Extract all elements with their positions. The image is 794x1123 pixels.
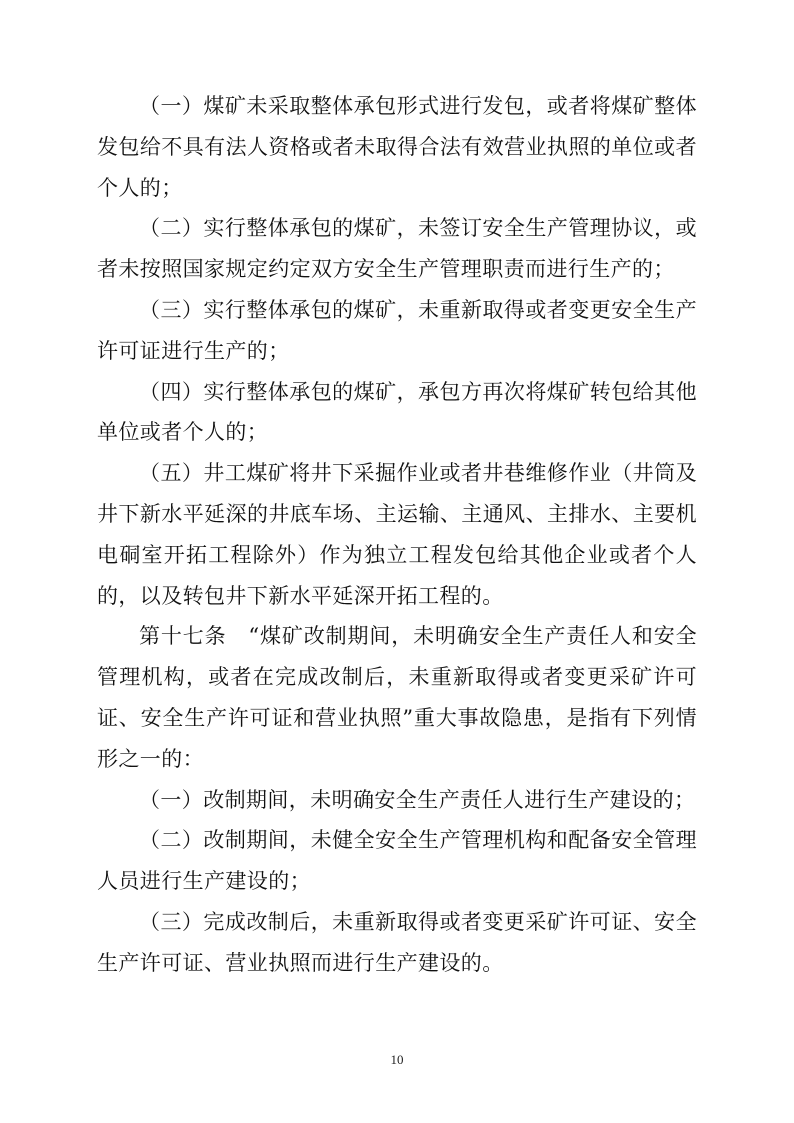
article-17-item-1: （一）改制期间，未明确安全生产责任人进行生产建设的； — [139, 787, 696, 812]
paragraph-item-4: （四）实行整体承包的煤矿，承包方再次将煤矿转包给其他单位或者个人的； — [97, 379, 697, 445]
paragraph-item-2: （二）实行整体承包的煤矿，未签订安全生产管理协议，或者未按照国家规定约定双方安全生产管理职责而进行生产的； — [97, 216, 697, 282]
paragraph-item-1: （一）煤矿未采取整体承包形式进行发包，或者将煤矿整体发包给不具有法人资格或者未取得合法有效营业执照的单位或者个人的； — [97, 94, 697, 200]
article-17-paragraph: 第十七条 “煤矿改制期间，未明确安全生产责任人和安全管理机构，或者在完成改制后，未重新取得或者变更采矿许可证、安全生产许可证和营业执照”重大事故隐患，是指有下列情形之一的： — [97, 624, 697, 771]
article-17-item-2: （二）改制期间，未健全安全生产管理机构和配备安全管理人员进行生产建设的； — [97, 828, 697, 894]
page-number: 10 — [390, 1052, 404, 1067]
paragraph-item-3: （三）实行整体承包的煤矿，未重新取得或者变更安全生产许可证进行生产的； — [97, 297, 697, 363]
paragraph-item-5: （五）井工煤矿将井下采掘作业或者井巷维修作业（井筒及井下新水平延深的井底车场、主运输、主通风、主排水、主要机电硐室开拓工程除外）作为独立工程发包给其他企业或者个人的，以及转包井下新水平延深开拓工程的。 — [97, 461, 697, 608]
body-text — [97, 86, 697, 984]
article-17-item-3: （三）完成改制后，未重新取得或者变更采矿许可证、安全生产许可证、营业执照而进行生产建设的。 — [97, 909, 697, 975]
